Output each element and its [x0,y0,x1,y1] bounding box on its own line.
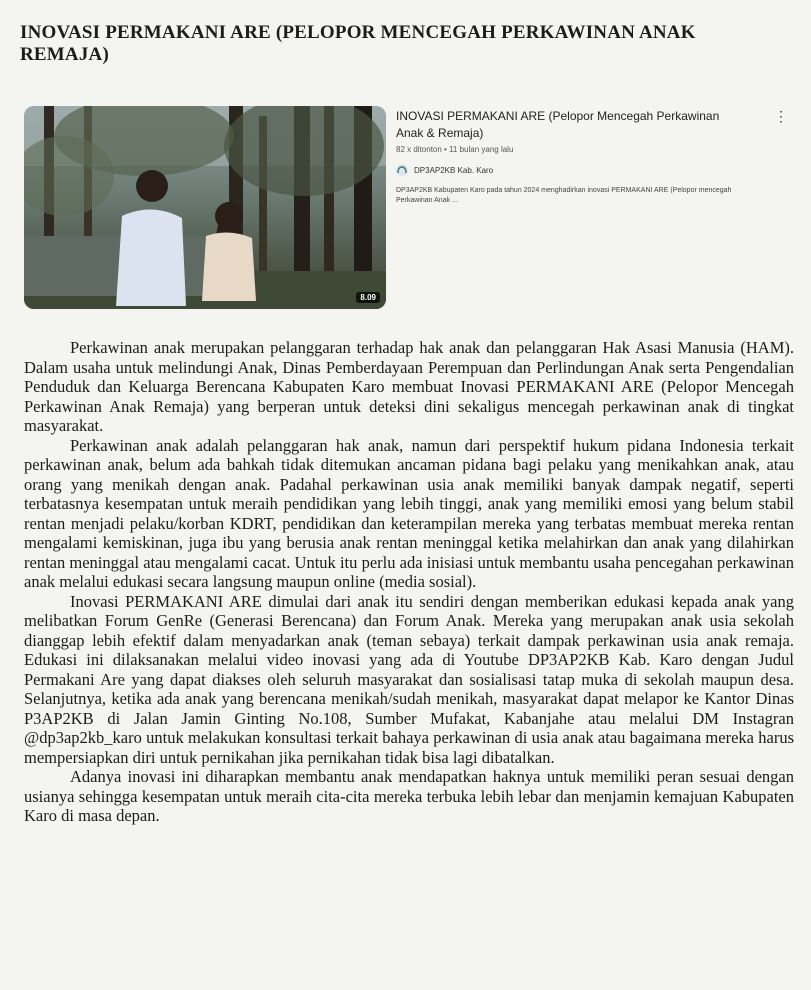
channel-avatar-icon [396,164,408,176]
video-meta: 82 x ditonton • 11 bulan yang lalu [396,145,514,154]
video-description: DP3AP2KB Kabupaten Karo pada tahun 2024 menghadirkan inovasi PERMAKANI ARE (Pelopor mencegah Perkawinan Anak ... [396,187,732,204]
paragraph: Perkawinan anak adalah pelanggaran hak anak, namun dari perspektif hukum pidana Indonesia terkait perkawinan anak, belum ada bahkah tidak ditemukan ancaman pidana bagi pelaku yang menikahkan anak, atau orang yang menikah dengan anak. Padahal perkawinan usia anak memiliki banyak dampak negatif, seperti terbatasnya kesempatan untuk meraih pendidikan yang lebih tinggi, anak yang memiliki emosi yang belum stabil rentan menjadi pelaku/korban KDRT, pendidikan dan keterampilan mereka yang terbatas membuat mereka rentan mengalami kemiskinan, juga ibu yang berusia anak rentan meninggal ketika melahirkan dan anak yang dilahirkan rentan meninggal atau mengalami cacat. Untuk itu perlu ada inisiasi untuk membantu usaha pencegahan perkawinan anak melalui edukasi secara langsung maupun online (media sosial). [24,435,794,591]
video-info [396,108,786,206]
paragraph: Inovasi PERMAKANI ARE dimulai dari anak itu sendiri dengan memberikan edukasi kepada anak yang melibatkan Forum GenRe (Generasi Berencana) dan Forum Anak. Mereka yang merupakan anak usia sekolah dianggap lebih efektif dalam menyadarkan anak (teman sebaya) terkait dampak perkawinan usia anak remaja. Edukasi ini dilaksanakan melalui video inovasi yang ada di Youtube DP3AP2KB Kab. Karo dengan Judul Permakani Are yang dapat diakses oleh seluruh masyarakat dan sosialisasi tatap muka di sekolah maupun desa. Selanjutnya, ketika ada anak yang berencana menikah/sudah menikah, masyarakat dapat melapor ke Kantor Dinas P3AP2KB di Jalan Jamin Ginting No.108, Sumber Mufakat, Kabanjahe atau melalui DM Instagran @dp3ap2kb_karo untuk melakukan konsultasi terkait bahaya perkawinan di usia anak atau bagaimana mereka harus mempersiapkan diri untuk pernikahan jika pernikahan tidak bisa lagi dibatalkan. [24,591,794,767]
channel-name[interactable]: DP3AP2KB Kab. Karo [414,165,494,175]
article-body [24,338,794,826]
more-vert-icon[interactable]: ⋮ [774,108,788,124]
paragraph: Adanya inovasi ini diharapkan membantu anak mendapatkan haknya untuk memiliki peran sesuai dengan usianya sehingga kesempatan untuk meraih cita-cita mereka terbuka lebih lebar dan menjamin kemajuan Kabupaten Karo di masa depan. [24,767,794,825]
document-title: INOVASI PERMAKANI ARE (PELOPOR MENCEGAH PERKAWINAN ANAK REMAJA) [20,22,696,65]
video-duration: 8.09 [356,292,380,303]
thumbnail-illustration [24,106,386,309]
video-thumbnail[interactable] [24,106,386,309]
video-result-card[interactable] [24,106,794,312]
paragraph: Perkawinan anak merupakan pelanggaran terhadap hak anak dan pelanggaran Hak Asasi Manusia (HAM). Dalam usaha untuk melindungi Anak, Dinas Pemberdayaan Perempuan dan Perlindungan Anak serta Pengendalian Penduduk dan Keluarga Berencana Kabupaten Karo membuat Inovasi PERMAKANI ARE (Pelopor Mencegah Perkawinan Anak Remaja) yang berperan untuk deteksi dini sekaligus mencegah perkawinan anak di tingkat masyarakat. [24,338,794,435]
video-title[interactable]: INOVASI PERMAKANI ARE (Pelopor Mencegah Perkawinan Anak & Remaja) [396,109,720,140]
channel-row[interactable] [396,164,786,176]
